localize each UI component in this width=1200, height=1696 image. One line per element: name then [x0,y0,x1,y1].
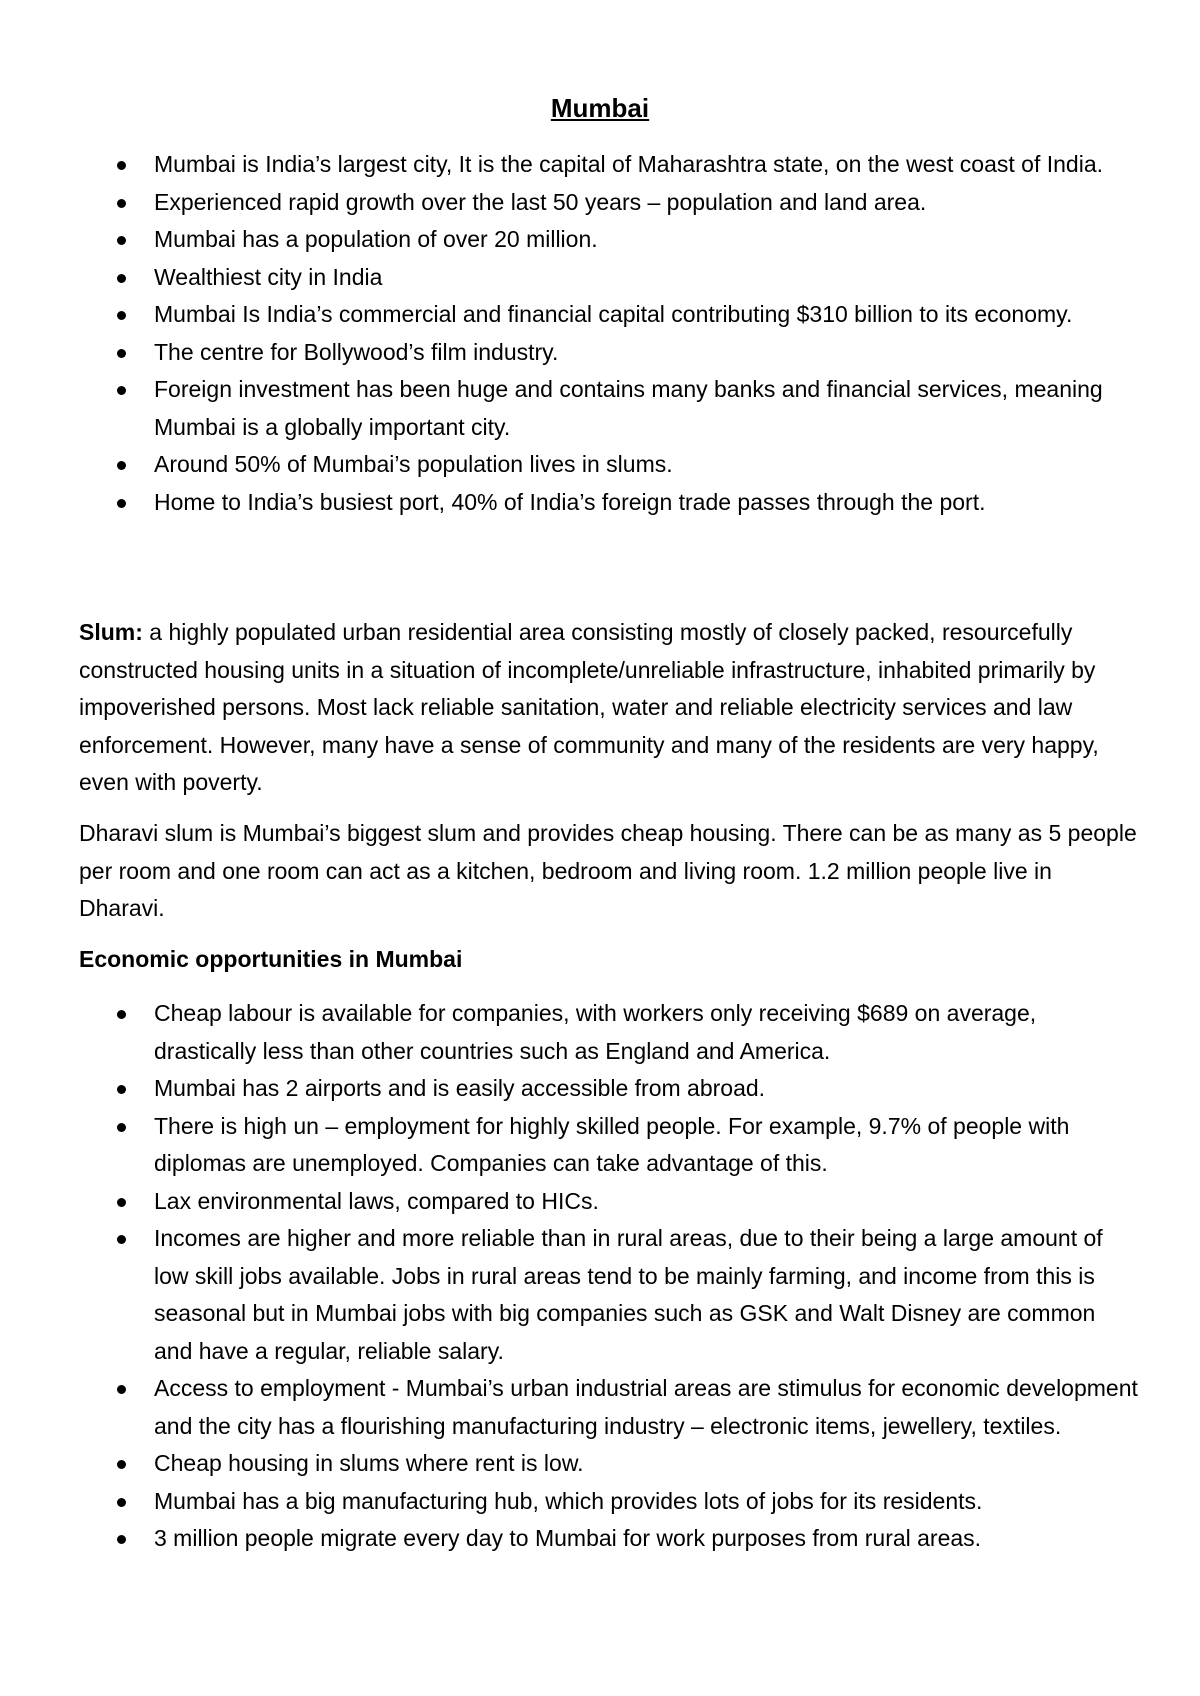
list-item-text: Mumbai Is India’s commercial and financial capital contributing $310 billion to its economy. [154,301,1073,327]
bullet-icon [117,1010,126,1019]
bullet-icon [117,499,126,508]
bullet-icon [117,161,126,170]
list-item [79,1070,1139,1108]
list-item [79,484,1139,522]
list-item [79,1445,1139,1483]
list-item-text: Cheap housing in slums where rent is low. [154,1450,584,1476]
slum-definition-text: a highly populated urban residential area consisting mostly of closely packed, resourcefully constructed housing units in a situation of incomplete/unreliable infrastructure, inhabited primarily by impoverished persons. Most lack reliable sanitation, water and reliable electricity services and law enforcement. However, many have a sense of community and many of the residents are very happy, even with poverty. [79,619,1099,795]
list-item-text: The centre for Bollywood’s film industry. [154,338,559,365]
bullet-icon [117,274,126,283]
list-item-text: 3 million people migrate every day to Mumbai for work purposes from rural areas. [154,1525,982,1551]
list-item [79,146,1139,184]
list-item [79,1183,1139,1221]
slum-definition [79,614,1139,802]
economic-bullet-list [79,995,1139,1558]
list-item-text: Mumbai is India’s largest city, It is the capital of Maharashtra state, on the west coast of India. [154,151,1103,177]
bullet-icon [117,386,126,395]
list-item [79,995,1139,1070]
bullet-icon [117,311,126,320]
page-title: Mumbai [550,93,650,123]
bullet-icon [117,1385,126,1394]
list-item [79,1483,1139,1521]
list-item-text: There is high un – employment for highly skilled people. For example, 9.7% of people with diplomas are unemployed. Companies can take advantage of this. [154,1112,1070,1176]
bullet-icon [117,349,126,358]
list-item-text: Incomes are higher and more reliable than in rural areas, due to their being a large amount of low skill jobs available. Jobs in rural areas tend to be mainly farming, and income from this is seasonal but in Mumbai jobs with big companies such as GSK and Walt Disney are common and have a regular, reliable salary. [154,1225,1103,1364]
bullet-icon [117,199,126,208]
list-item [79,1520,1139,1558]
list-item-text: Experienced rapid growth over the last 50 years – population and land area. [154,188,927,215]
list-item [79,371,1139,446]
list-item [79,1370,1139,1445]
bullet-icon [117,1123,126,1132]
list-item-text: Home to India’s busiest port, 40% of India’s foreign trade passes through the port. [154,488,986,515]
slum-term: Slum: [79,619,143,645]
bullet-icon [117,1460,126,1469]
list-item [79,296,1139,334]
list-item [79,221,1139,259]
list-item-text: Mumbai has a big manufacturing hub, which provides lots of jobs for its residents. [154,1487,983,1514]
bullet-icon [117,1235,126,1244]
list-item [79,334,1139,372]
bullet-icon [117,461,126,470]
list-item-text: Access to employment - Mumbai’s urban industrial areas are stimulus for economic development and the city has a flourishing manufacturing industry – electronic items, jewellery, textiles. [154,1375,1138,1439]
list-item-text: Around 50% of Mumbai’s population lives in slums. [154,451,673,477]
list-item-text: Lax environmental laws, compared to HICs. [154,1187,599,1214]
dharavi-paragraph: Dharavi slum is Mumbai’s biggest slum and provides cheap housing. There can be as many as 5 people per room and one room can act as a kitchen, bedroom and living room. 1.2 million people live in Dharavi. [79,820,1137,921]
list-item [79,446,1139,484]
section-heading: Economic opportunities in Mumbai [79,946,463,972]
list-item [79,1108,1139,1183]
list-item-text: Wealthiest city in India [154,263,383,290]
bullet-icon [117,1498,126,1507]
list-item-text: Foreign investment has been huge and contains many banks and financial services, meaning Mumbai is a globally important city. [154,376,1103,440]
bullet-icon [117,1085,126,1094]
bullet-icon [117,1198,126,1207]
list-item-text: Mumbai has 2 airports and is easily accessible from abroad. [154,1075,766,1101]
bullet-icon [117,1535,126,1544]
list-item-text: Mumbai has a population of over 20 million. [154,226,598,252]
bullet-icon [117,236,126,245]
intro-bullet-list [79,146,1139,521]
list-item [79,184,1139,222]
list-item [79,1220,1139,1370]
list-item-text: Cheap labour is available for companies, with workers only receiving $689 on average, drastically less than other countries such as England and America. [154,1000,1037,1064]
list-item [79,259,1139,297]
